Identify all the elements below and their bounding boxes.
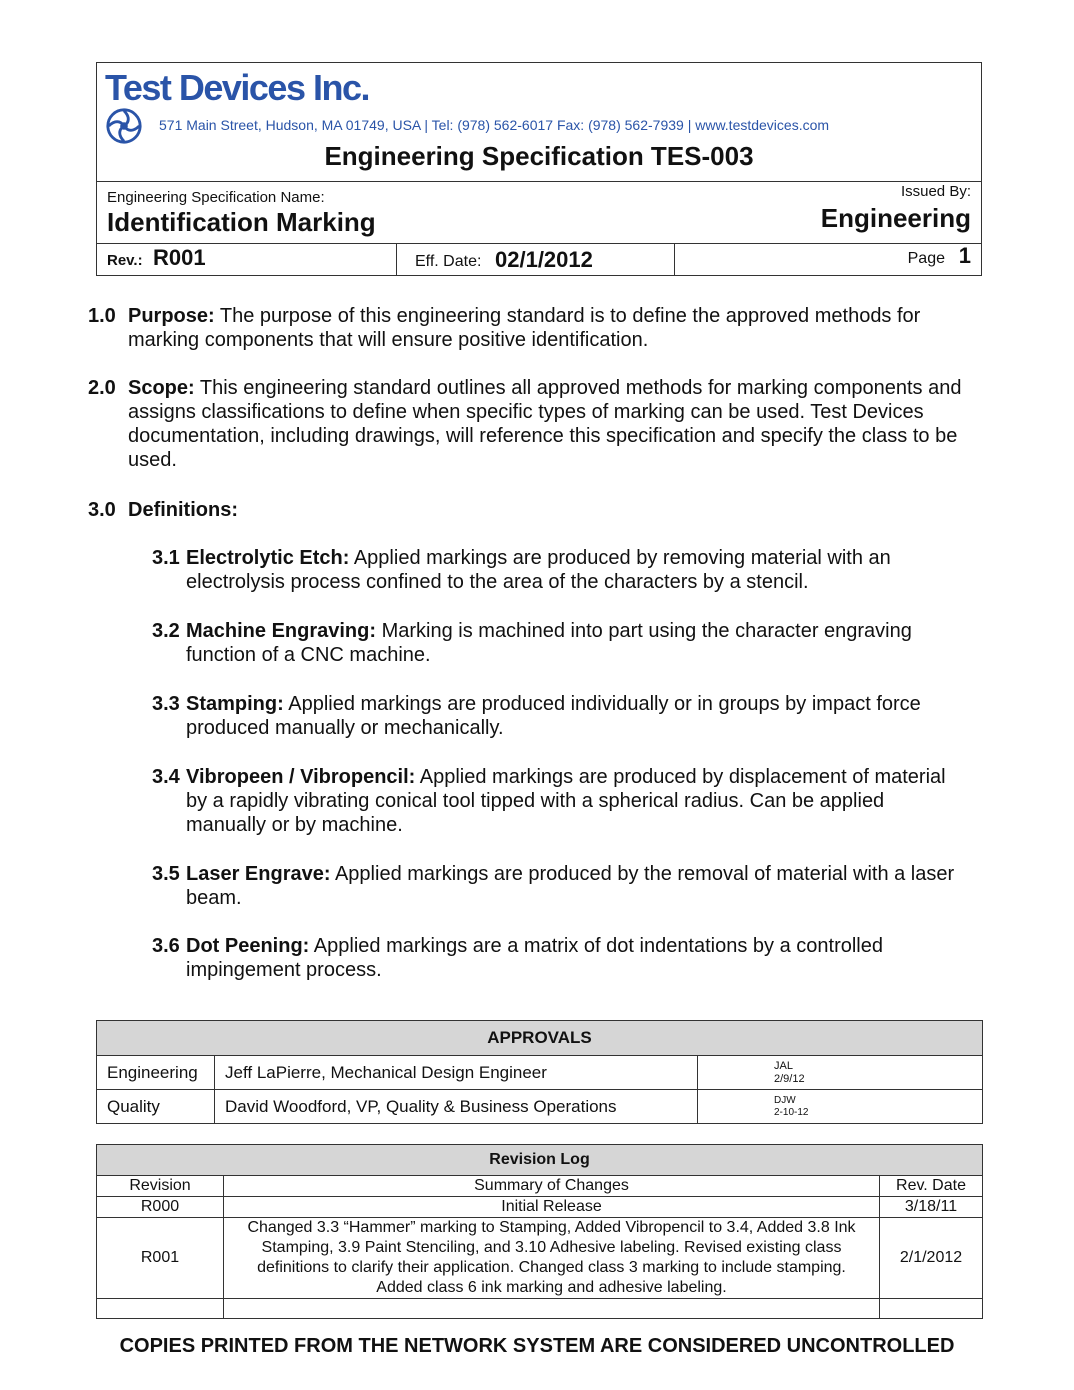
definition-number: 3.1: [152, 547, 180, 569]
table-row-empty: [97, 1299, 983, 1319]
definition-number: 3.3: [152, 693, 180, 715]
approval-dept: Quality: [97, 1090, 215, 1124]
header-meta-row: [97, 243, 981, 276]
uncontrolled-copy-notice: COPIES PRINTED FROM THE NETWORK SYSTEM ARE CONSIDERED UNCONTROLLED: [119, 1335, 955, 1357]
definition-text: Applied markings are produced by removing material with an electrolysis process confined to the area of the characters by a stencil.: [186, 547, 891, 593]
definition-number: 3.6: [152, 935, 180, 957]
empty-cell: [224, 1299, 880, 1319]
definition-text: Applied markings are produced by the removal of material with a laser beam.: [186, 863, 955, 909]
section-number: 2.0: [88, 377, 116, 399]
table-row: [97, 1218, 983, 1299]
document-header: [96, 62, 982, 276]
company-address: 571 Main Street, Hudson, MA 01749, USA | Tel: (978) 562-6017 Fax: (978) 562-7939 | www.testdevices.com: [159, 117, 830, 133]
definition-number: 3.2: [152, 620, 180, 642]
revision-cell: [97, 243, 397, 276]
approval-signature: [698, 1056, 983, 1090]
company-logo-icon: [105, 107, 143, 145]
section-heading: Purpose:: [128, 305, 215, 327]
definition-term: Dot Peening:: [186, 935, 310, 957]
revision-id: R001: [97, 1218, 224, 1299]
definition-term: Machine Engraving:: [186, 620, 377, 642]
signature-initials: JAL: [774, 1059, 793, 1072]
definition-term: Stamping:: [186, 693, 284, 715]
section-text: This engineering standard outlines all approved methods for marking components and assigns classifications to define when specific types of marking can be used. Test Devices documentation, including drawings, will reference this specification and specify the class to be used.: [128, 377, 962, 471]
approvals-header-row: [97, 1021, 983, 1056]
col-summary: Summary of Changes: [224, 1176, 880, 1197]
table-row: [97, 1090, 983, 1124]
approval-signature: [698, 1090, 983, 1124]
definition-body: [186, 619, 976, 667]
issued-by: Engineering: [820, 203, 971, 233]
spec-title: Engineering Specification TES-003: [324, 141, 754, 171]
rev-value: R001: [153, 245, 206, 270]
revision-log-table: [96, 1144, 983, 1319]
approval-dept: Engineering: [97, 1056, 215, 1090]
page-label: Page: [907, 250, 945, 267]
revision-log-header-row: [97, 1145, 983, 1176]
definition-number: 3.4: [152, 766, 180, 788]
col-revision: Revision: [97, 1176, 224, 1197]
page-number: 1: [958, 243, 971, 268]
eff-date-value: 02/1/2012: [495, 247, 593, 272]
section-text: The purpose of this engineering standard is to define the approved methods for marking components that will ensure positive identification.: [128, 305, 921, 351]
definition-term: Vibropeen / Vibropencil:: [186, 766, 416, 788]
definition-text: Marking is machined into part using the character engraving function of a CNC machine.: [186, 620, 912, 666]
revision-log-columns: [97, 1176, 983, 1197]
signature-date: 2-10-12: [774, 1106, 809, 1118]
definition-body: [186, 934, 946, 982]
header-top: [97, 63, 981, 182]
definition-number: 3.5: [152, 863, 180, 885]
definition-text: Applied markings are produced individually or in groups by impact force produced manually or mechanically.: [186, 693, 921, 739]
definition-term: Electrolytic Etch:: [186, 547, 350, 569]
section-heading: Definitions:: [128, 499, 238, 521]
signature-initials: DJW: [774, 1094, 796, 1106]
eff-date-cell: [397, 243, 675, 276]
spec-name: Identification Marking: [107, 207, 376, 237]
revision-id: R000: [97, 1197, 224, 1218]
section-body: [128, 498, 238, 522]
empty-cell: [880, 1299, 983, 1319]
spec-name-label: Engineering Specification Name:: [107, 189, 325, 206]
definition-term: Laser Engrave:: [186, 863, 331, 885]
section-body: [128, 376, 988, 472]
col-rev-date: Rev. Date: [880, 1176, 983, 1197]
revision-date: 2/1/2012: [880, 1218, 983, 1299]
company-logo-text: Test Devices Inc.: [105, 67, 369, 108]
issued-by-label: Issued By:: [900, 183, 971, 200]
definition-body: [186, 692, 976, 740]
table-row: [97, 1056, 983, 1090]
section-body: [128, 304, 988, 352]
revision-summary: Initial Release: [224, 1197, 880, 1218]
revision-summary: Changed 3.3 “Hammer” marking to Stamping, Added Vibropencil to 3.4, Added 3.8 Ink Stamping, 3.9 Paint Stenciling, and 3.10 Adhesive labeling. Revised existing class definitions to clarify their application. Changed class 3 marking to include stamping. Added class 6 ink marking and adhesive labeling.: [224, 1218, 880, 1299]
empty-cell: [97, 1299, 224, 1319]
definition-body: [186, 765, 946, 837]
revision-log-title: Revision Log: [97, 1145, 983, 1176]
definition-text: Applied markings are a matrix of dot indentations by a controlled impingement process.: [186, 935, 883, 981]
definition-text: Applied markings are produced by displacement of material by a rapidly vibrating conical tool tipped with a spherical radius. Can be applied manually or by machine.: [186, 766, 946, 836]
signature-date: 2/9/12: [774, 1072, 805, 1085]
section-heading: Scope:: [128, 377, 195, 399]
approval-name: Jeff LaPierre, Mechanical Design Engineer: [215, 1056, 698, 1090]
approval-name: David Woodford, VP, Quality & Business Operations: [215, 1090, 698, 1124]
header-spec-name-row: [97, 181, 981, 244]
table-row: [97, 1197, 983, 1218]
section-number: 1.0: [88, 305, 116, 327]
section-number: 3.0: [88, 499, 116, 521]
eff-date-label: Eff. Date:: [415, 253, 482, 270]
revision-date: 3/18/11: [880, 1197, 983, 1218]
rev-label: Rev.:: [107, 252, 143, 269]
definition-body: [186, 862, 976, 910]
approvals-title: APPROVALS: [97, 1021, 983, 1056]
approvals-table: [96, 1020, 983, 1124]
definition-body: [186, 546, 976, 594]
page-cell: [675, 243, 981, 276]
